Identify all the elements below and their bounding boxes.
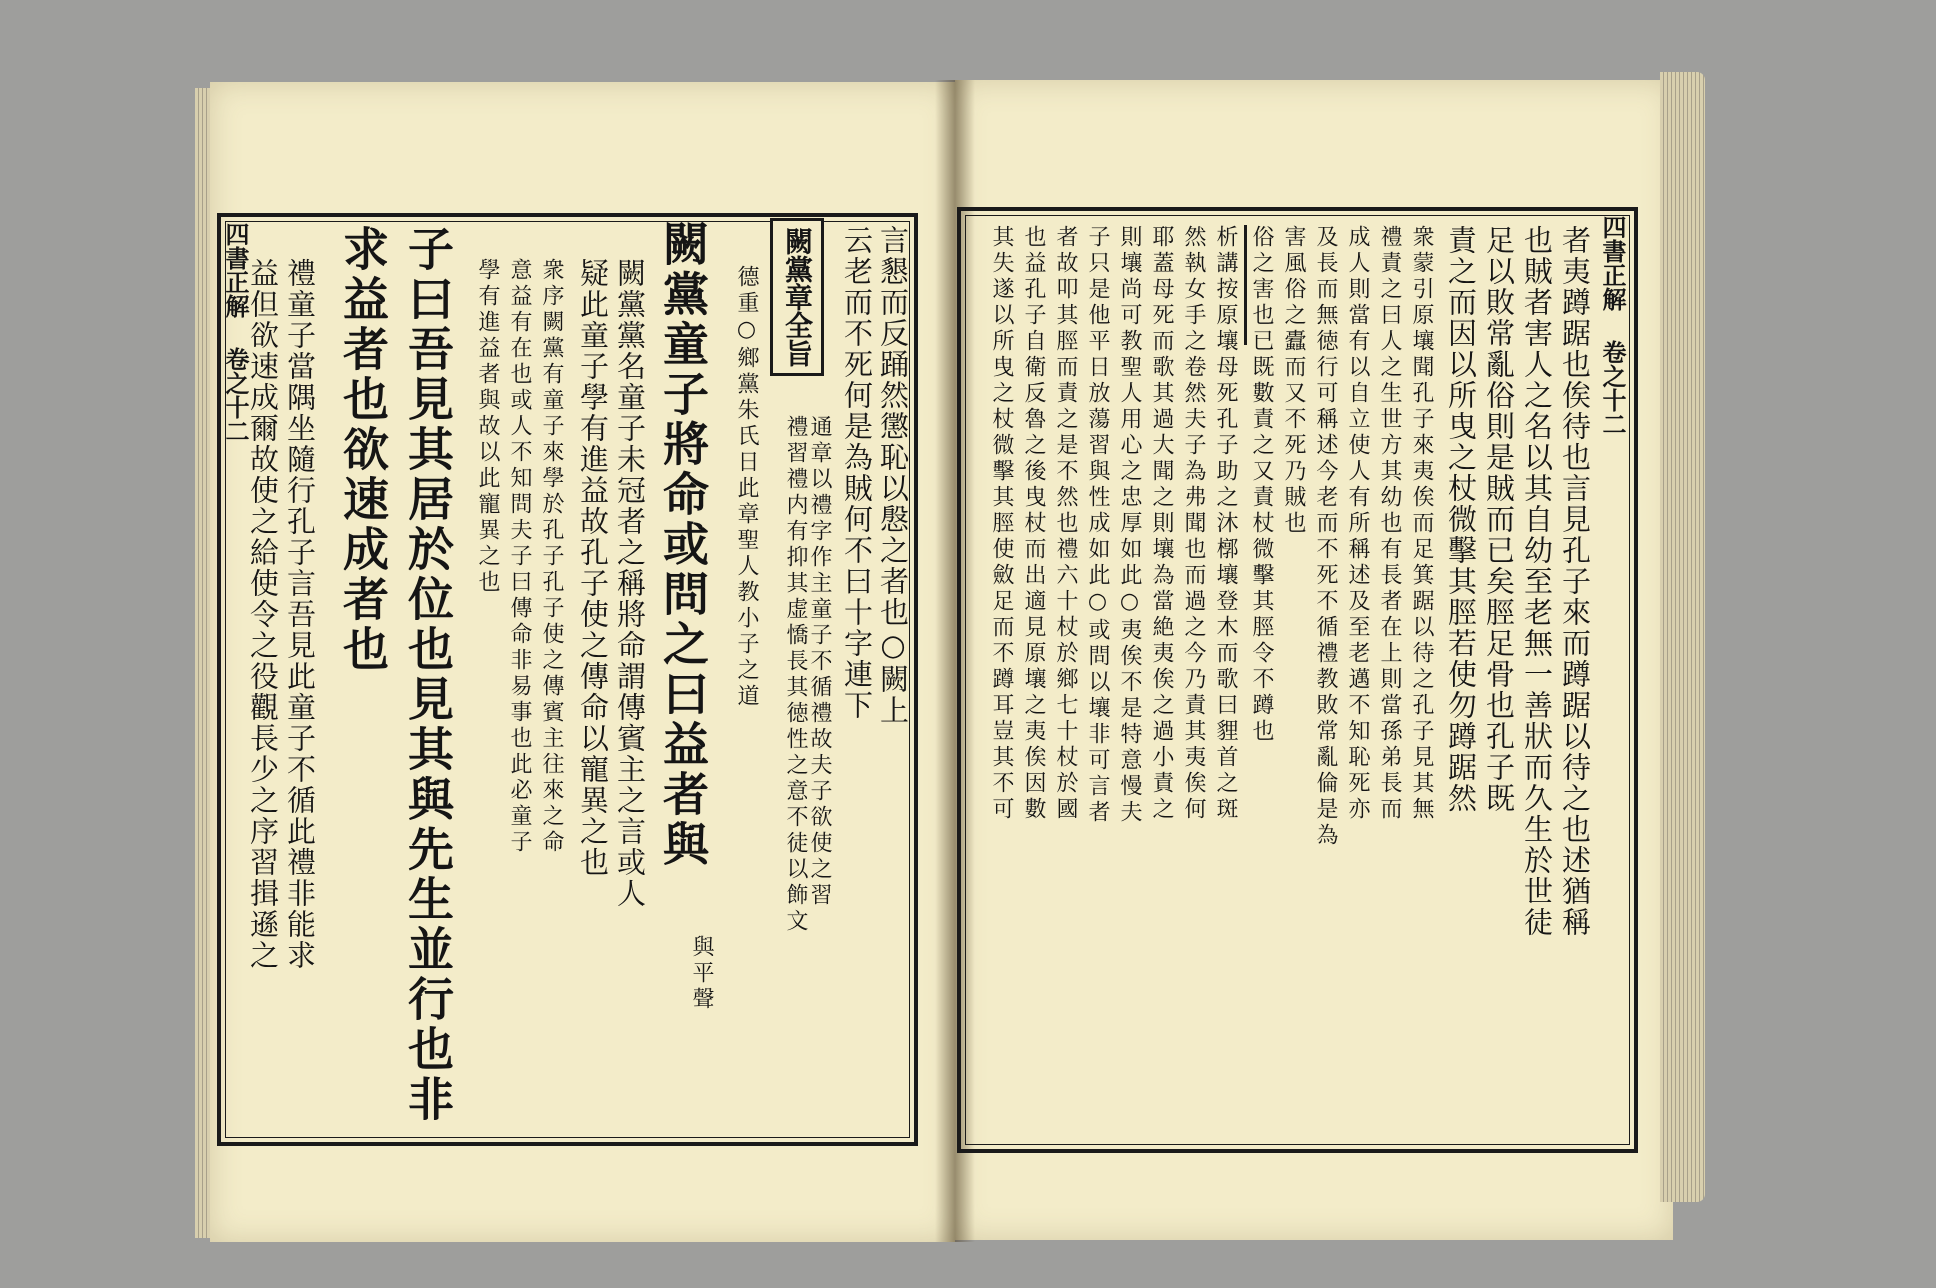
right-column-11: 析講按原壤母死孔子助之沐槨壤登木而歌曰貍首之斑 (1213, 225, 1238, 823)
left-column-9: 疑此童子學有進益故孔子使之傳命以寵異之也 (576, 258, 610, 878)
right-column-1: 者夷蹲踞也俟待也言見孔子來而蹲踞以待之也述猶稱 (1558, 225, 1592, 938)
right-column-4: 責之而因以所曳之杖微擊其脛若使勿蹲踞然 (1444, 225, 1478, 814)
right-column-6: 禮責之曰人之生世方其幼也有長者在上則當孫弟長而 (1377, 225, 1402, 823)
right-column-7: 成人則當有以自立使人有所稱述及至老邁不知恥死亦 (1345, 225, 1370, 823)
right-column-17: 也益孔子自衛反魯之後曳杖而出適見原壤之夷俟因數 (1021, 225, 1046, 823)
right-column-15: 子只是他平日放蕩習與性成如此○或問以壤非可言者 (1085, 225, 1110, 826)
left-column-5: 德重○鄉黨朱氏日此章聖人教小子之道 (734, 265, 759, 710)
left-column-1: 言懇而反踊然懲恥以慇之者也○闕上 (876, 225, 910, 726)
right-column-13: 耶蓋母死而歌其過大聞之則壤為當絶夷俟之過小責之 (1149, 225, 1174, 823)
left-heading-3: 求益者也欲速成者也 (336, 225, 390, 675)
left-column-11: 意益有在也或人不知問夫子曰傳命非易事也此必童子 (507, 258, 532, 856)
right-column-18: 其失遂以所曳之杖微擊其脛使斂足而不蹲耳豈其不可 (989, 225, 1014, 823)
right-column-16: 者故叩其脛而責之是不然也禮六十杖於鄉七十杖於國 (1053, 225, 1078, 823)
left-column-12: 學有進益者與故以此寵異之也 (475, 258, 500, 596)
right-column-12: 然執女手之卷然夫子為弗聞也而過之今乃責其夷俟何 (1181, 225, 1206, 823)
left-column-15: 禮童子當隅坐隨行孔子言吾見此童子不循此禮非能求 (283, 258, 317, 971)
right-spine-title: 四書正解 卷之十二 (1598, 215, 1627, 436)
right-column-8: 及長而無徳行可稱述今老而不死不循禮教敗常亂倫是為 (1313, 225, 1338, 849)
left-column-8: 闕黨黨名童子未冠者之稱將命謂傳賓主之言或人 (613, 258, 647, 909)
left-column-2: 云老而不死何是為賊何不曰十字連下 (840, 225, 874, 721)
left-column-10: 衆序闕黨有童子來學於孔子孔子使之傳賓主往來之命 (539, 258, 564, 856)
right-column-2: 也賊者害人之名以其自幼至老無一善狀而久生於世徒 (1520, 225, 1554, 938)
left-heading-1: 闕黨童子將命或問之曰益者與 (656, 220, 710, 870)
left-column-4: 禮習禮内有抑其虚憍長其徳性之意不徒以飾文 (783, 415, 808, 935)
left-spine-title: 四書正解 卷之十二 (221, 222, 250, 443)
right-column-10: 俗之害也已既數責之又責杖微擊其脛令不蹲也 (1249, 225, 1274, 745)
right-column-9: 害風俗之蠹而又不死乃賊也 (1281, 225, 1306, 537)
right-column-3: 足以敗常亂俗則是賊而已矣脛足骨也孔子既 (1482, 225, 1516, 814)
right-column-14: 則壤尚可教聖人用心之忠厚如此○夷俟不是特意慢夫 (1117, 225, 1142, 826)
page-edges-right (1660, 72, 1705, 1202)
left-column-3: 通章以禮字作主童子不循禮故夫子欲使之習 (807, 415, 832, 909)
right-column-5: 衆蒙引原壤聞孔子來夷俟而足箕踞以待之孔子見其無 (1409, 225, 1434, 823)
left-heading-2: 子曰吾見其居於位也見其與先生並行也非 (401, 225, 455, 1125)
left-column-7: 與平聲 (689, 935, 714, 1013)
section-divider (1244, 225, 1247, 345)
left-column-16: 益但欲速成爾故使之給使令之役觀長少之序習揖遜之 (246, 258, 280, 971)
chapter-label: 闕黨章全旨 (770, 218, 824, 376)
